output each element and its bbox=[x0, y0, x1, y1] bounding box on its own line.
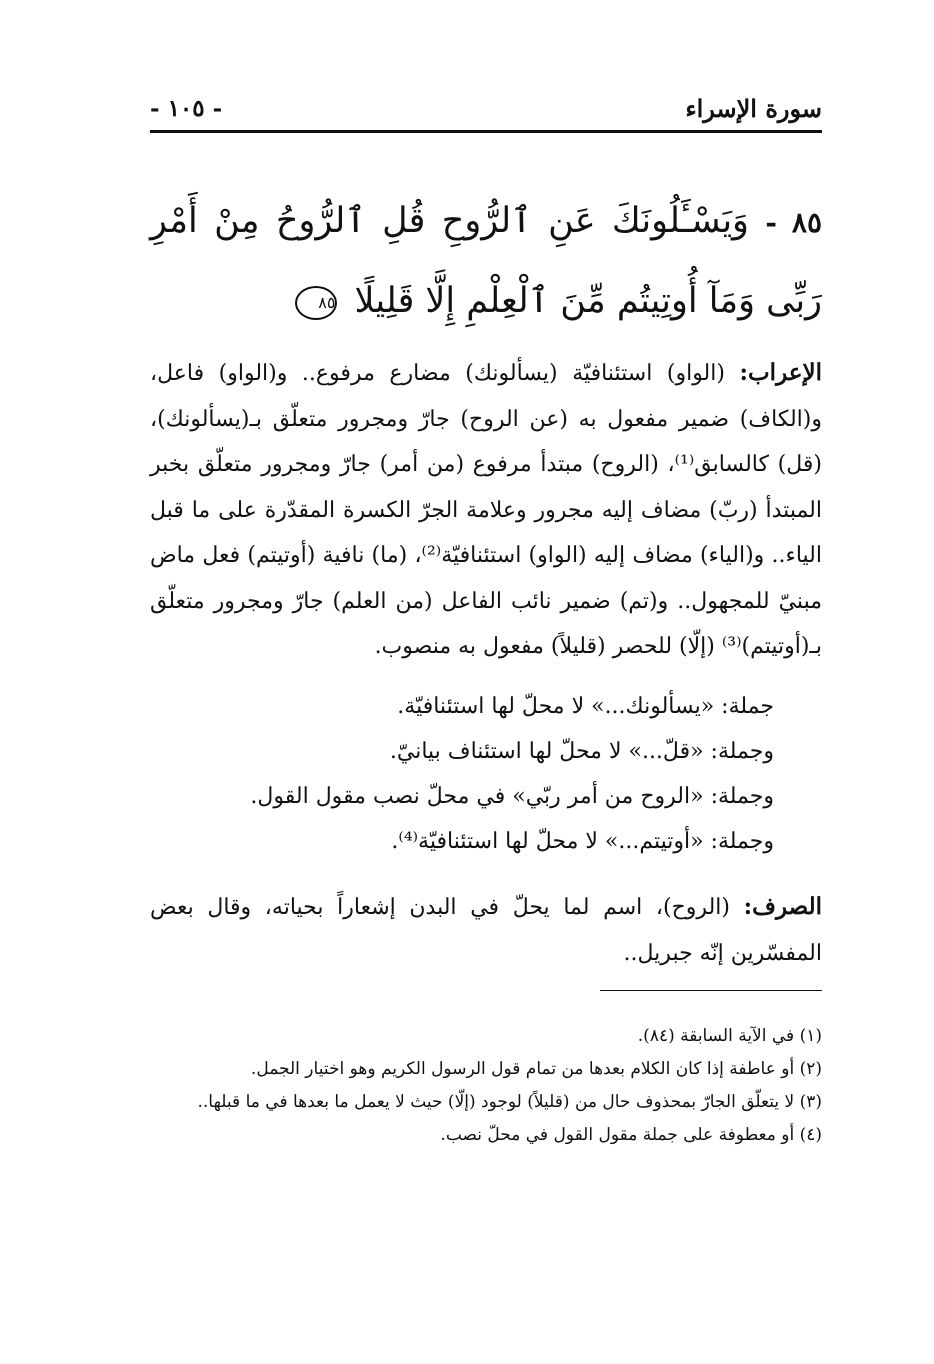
verse-number: ٨٥ - bbox=[765, 206, 822, 239]
sentence-item: جملة: «يسألونك...» لا محلّ لها استئنافيّة. bbox=[397, 694, 774, 719]
footnote: (٤) أو معطوفة على جملة مقول القول في محلّ نصب. bbox=[440, 1125, 822, 1145]
irab-heading: الإعراب: bbox=[739, 359, 822, 386]
sentence-item: وجملة: «أوتيتم...» لا محلّ لها استئنافيّة⁽⁴⁾. bbox=[391, 829, 774, 854]
header-rule bbox=[150, 130, 822, 133]
footnote-separator bbox=[600, 990, 822, 991]
surah-title: سورة الإسراء bbox=[685, 93, 822, 123]
sarf-paragraph bbox=[150, 884, 822, 977]
page-header bbox=[150, 88, 822, 128]
quran-verse bbox=[150, 182, 822, 340]
sentence-item: وجملة: «الروح من أمر ربّي» في محلّ نصب مقول القول. bbox=[250, 784, 774, 809]
sentences-list bbox=[150, 684, 822, 864]
ayah-end-marker: ٨٥ bbox=[295, 286, 337, 320]
sarf-text: (الروح)، اسم لما يحلّ في البدن إشعاراً بحياته، وقال بعض المفسّرين إنّه جبريل.. bbox=[150, 895, 822, 966]
irab-text: (الواو) استئنافيّة (يسألونك) مضارع مرفوع.. و(الواو) فاعل، و(الكاف) ضمير مفعول به (عن الروح) جارّ ومجرور متعلّق بـ(يسألونك)، (قل) كالسابق⁽¹⁾، (الروح) مبتدأ مرفوع (من أمر) جارّ ومجرور متعلّق بخبر المبتدأ (ربّ) مضاف إليه مجرور وعلامة الجرّ الكسرة المقدّرة على ما قبل الياء.. و(الياء) مضاف إليه (الواو) استئنافيّة⁽²⁾، (ما) نافية (أوتيتم) فعل ماض مبنيّ للمجهول.. و(تم) ضمير نائب الفاعل (من العلم) جارّ ومجرور متعلّق بـ(أوتيتم)⁽³⁾ (إلّا) للحصر (قليلاً) مفعول به منصوب. bbox=[150, 361, 823, 659]
sentence-item: وجملة: «قلّ...» لا محلّ لها استئناف بيانيّ. bbox=[389, 739, 774, 764]
footnote: (٣) لا يتعلّق الجارّ بمحذوف حال من (قليلاً) لوجود (إلّا) حيث لا يعمل ما بعدها في ما قبلها.. bbox=[197, 1092, 822, 1112]
sarf-heading: الصرف: bbox=[743, 893, 823, 920]
footnotes bbox=[150, 1020, 822, 1152]
irab-paragraph bbox=[150, 350, 822, 670]
verse-text: وَيَسْـَٔلُونَكَ عَنِ ٱلرُّوحِ قُلِ ٱلرُّوحُ مِنْ أَمْرِ رَبِّى وَمَآ أُوتِيتُم مِّنَ ٱلْعِلْمِ إِلَّا قَلِيلًا bbox=[150, 201, 822, 321]
footnote: (١) في الآية السابقة (٨٤). bbox=[637, 1026, 822, 1046]
page-number: - ١٠٥ - bbox=[150, 94, 223, 122]
footnote: (٢) أو عاطفة إذا كان الكلام بعدها من تمام قول الرسول الكريم وهو اختيار الجمل. bbox=[250, 1059, 822, 1079]
